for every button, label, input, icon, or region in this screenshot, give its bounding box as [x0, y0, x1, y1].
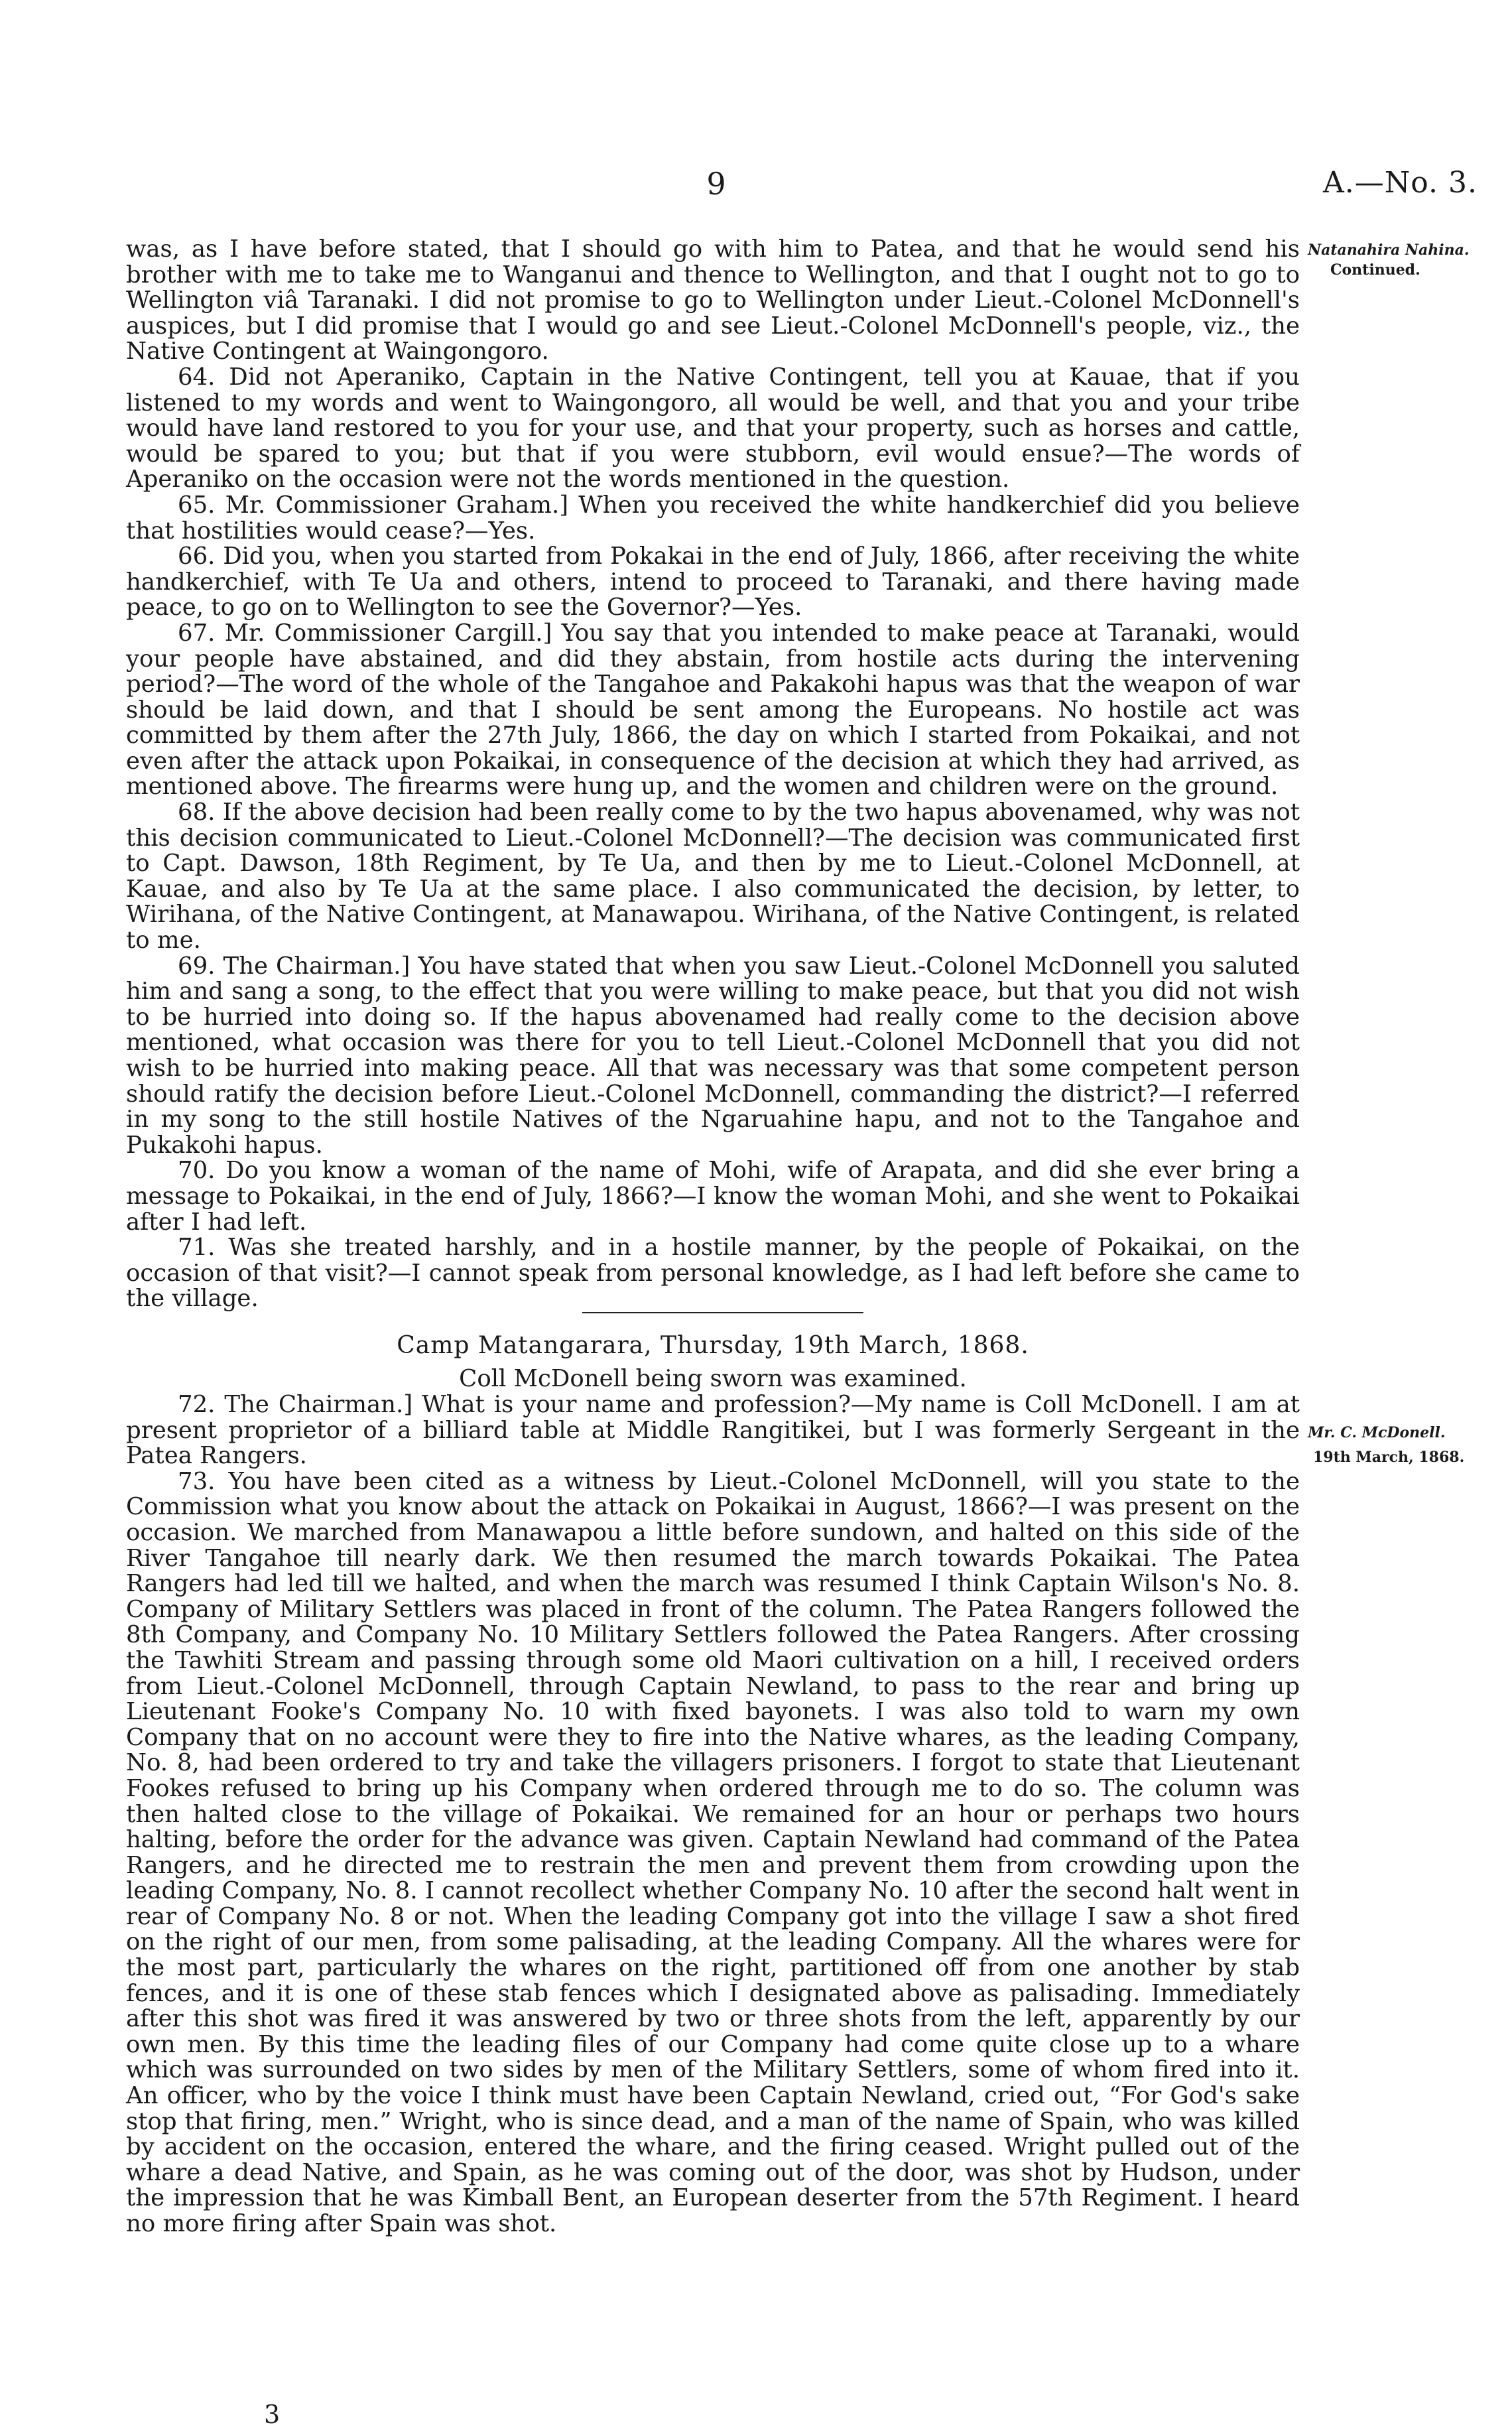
margin-note-speaker: Natanahira Nahina. [1308, 241, 1470, 259]
paragraph: 71. Was she treated harshly, and in a hostile manner, by the people of Pokaikai, on the occasion of that visit?—I cannot speak from personal knowledge, as I had left before she came to the village. [126, 1234, 1300, 1313]
paragraph: 67. Mr. Commissioner Cargill.] You say that you intended to make peace at Taranaki, would your people have abstained, and did they abstain, from hostile acts during the intervening period?—The word of the whole of the Tangahoe and Pakakohi hapus was that the weapon of war should be laid down, and that I should be sent among the Europeans. No hostile act was committed by them after the 27th July, 1866, the day on which I started from Pokaikai, and not even after the attack upon Pokaikai, in consequence of the decision at which they had arrived, as mentioned above. The firearms were hung up, and the women and children were on the ground. [126, 619, 1300, 801]
margin-note-continued: Continued. [1330, 261, 1420, 279]
paragraph: was, as I have before stated, that I should go with him to Patea, and that he would send his brother with me to take me to Wanganui and thence to Wellington, and that I ought not to go to Wellington viâ Taranaki. I did not promise to go to Wellington under Lieut.-Colonel McDonnell's auspices, but I did promise that I would go and see Lieut.-Colonel McDonnell's people, viz., the Native Contingent at Waingongoro. [126, 235, 1300, 365]
paragraph: 72. The Chairman.] What is your name and profession?—My name is Coll McDonell. I am at present proprietor of a billiard table at Middle Rangitikei, but I was formerly Sergeant in the Patea Rangers. [126, 1391, 1300, 1470]
margin-note-date: 19th March, 1868. [1313, 1449, 1465, 1466]
document-reference: A.—No. 3. [1323, 166, 1478, 200]
paragraph: 66. Did you, when you started from Pokakai in the end of July, 1866, after receiving the white handkerchief, with Te Ua and others, intend to proceed to Taranaki, and there having made peace, to go on to Wellington to see the Governor?—Yes. [126, 543, 1300, 622]
signature-mark: 3 [264, 2400, 281, 2429]
body-text-top [126, 237, 1300, 1312]
body-text-bottom [126, 1392, 1300, 2237]
page-number: 9 [706, 166, 726, 202]
paragraph: 64. Did not Aperaniko, Captain in the Native Contingent, tell you at Kauae, that if you listened to my words and went to Waingongoro, all would be well, and that you and your tribe would have land restored to you for your use, and that your property, such as horses and cattle, would be spared to you; but that if you were stubborn, evil would ensue?—The words of Aperaniko on the occasion were not the words mentioned in the question. [126, 363, 1300, 493]
paragraph: 65. Mr. Commissioner Graham.] When you received the white handkerchief did you believe that hostilities would cease?—Yes. [126, 491, 1300, 545]
section-subheading: Coll McDonell being sworn was examined. [459, 1365, 967, 1392]
section-heading: Camp Matangarara, Thursday, 19th March, 1868. [397, 1332, 1029, 1359]
paragraph: 70. Do you know a woman of the name of Mohi, wife of Arapata, and did she ever bring a message to Pokaikai, in the end of July, 1866?—I know the woman Mohi, and she went to Pokaikai after I had left. [126, 1157, 1300, 1236]
paragraph: 68. If the above decision had been really come to by the two hapus abovenamed, why was not this decision communicated to Lieut.-Colonel McDonnell?—The decision was communicated first to Capt. Dawson, 18th Regiment, by Te Ua, and then by me to Lieut.-Colonel McDonnell, at Kauae, and also by Te Ua at the same place. I also communicated the decision, by letter, to Wirihana, of the Native Contingent, at Manawapou. Wirihana, of the Native Contingent, is related to me. [126, 799, 1300, 954]
paragraph: 73. You have been cited as a witness by Lieut.-Colonel McDonnell, will you state to the Commission what you know about the attack on Pokaikai in August, 1866?—I was present on the occasion. We marched from Manawapou a little before sundown, and halted on this side of the River Tangahoe till nearly dark. We then resumed the march towards Pokaikai. The Patea Rangers had led till we halted, and when the march was resumed I think Captain Wilson's No. 8. Company of Military Settlers was placed in front of the column. The Patea Rangers followed the 8th Company, and Company No. 10 Military Settlers followed the Patea Rangers. After crossing the Tawhiti Stream and passing through some old Maori cultivation on a hill, I received orders from Lieut.-Colonel McDonnell, through Captain Newland, to pass to the rear and bring up Lieutenant Fooke's Company No. 10 with fixed bayonets. I was also told to warn my own Company that on no account were they to fire into the Native whares, as the leading Company, No. 8, had been ordered to try and take the villagers prisoners. I forgot to state that Lieutenant Fookes refused to bring up his Company when ordered through me to do so. The column was then halted close to the village of Pokaikai. We remained for an hour or perhaps two hours halting, before the order for the advance was given. Captain Newland had command of the Patea Rangers, and he directed me to restrain the men and prevent them from crowding upon the leading Company, No. 8. I cannot recollect whether Company No. 10 after the second halt went in rear of Company No. 8 or not. When the leading Company got into the village I saw a shot fired on the right of our men, from some palisading, at the leading Company. All the whares were for the most part, particularly the whares on the right, partitioned off from one another by stab fences, and it is one of these stab fences which I designated above as palisading. Immediately after this shot was fired it was answered by two or three shots from the left, apparently by our own men. By this time the leading files of our Company had come quite close up to a whare which was surrounded on two sides by men of the Military Settlers, some of whom fired into it. An officer, who by the voice I think must have been Captain Newland, cried out, “For God's sake stop that firing, men.” Wright, who is since dead, and a man of the name of Spain, who was killed by accident on the occasion, entered the whare, and the firing ceased. Wright pulled out of the whare a dead Native, and Spain, as he was coming out of the door, was shot by Hudson, under the impression that he was Kimball Bent, an European deserter from the 57th Regiment. I heard no more firing after Spain was shot. [126, 1467, 1300, 2237]
section-divider [582, 1312, 863, 1313]
paragraph: 69. The Chairman.] You have stated that when you saw Lieut.-Colonel McDonnell you saluted him and sang a song, to the effect that you were willing to make peace, but that you did not wish to be hurried into doing so. If the hapus abovenamed had really come to the decision above mentioned, what occasion was there for you to tell Lieut.-Colonel McDonnell that you did not wish to be hurried into making peace. All that was necessary was that some competent person should ratify the decision before Lieut.-Colonel McDonnell, commanding the district?—I referred in my song to the still hostile Natives of the Ngaruahine hapu, and not to the Tangahoe and Pukakohi hapus. [126, 952, 1300, 1159]
margin-note-witness: Mr. C. McDonell. [1308, 1424, 1446, 1441]
